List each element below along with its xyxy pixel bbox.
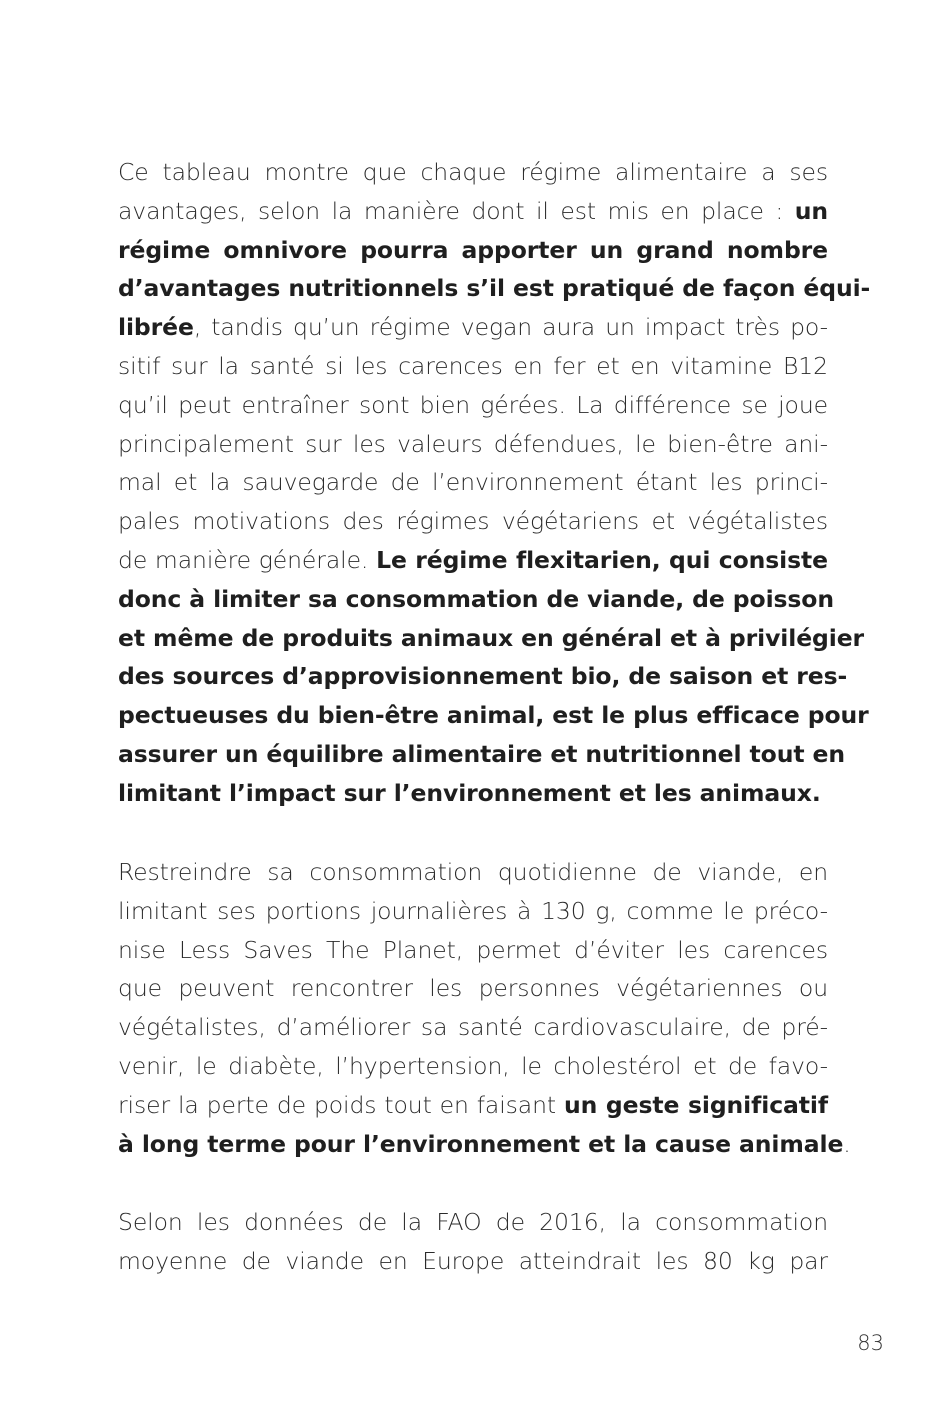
body-text: qu’il peut entraîner sont bien gérées. La différence se joue [118,390,828,419]
bold-text: un [794,196,828,225]
text-line [118,153,828,192]
body-text: Selon les données de la FAO de 2016, la consommation [118,1208,828,1236]
text-line [118,1008,828,1047]
bold-text: à long terme pour l’environnement et la cause animale [118,1129,844,1158]
text-line [118,231,828,270]
text-line [118,619,865,658]
paragraph-2 [118,853,851,1163]
text-line [118,308,828,347]
text-line [118,892,828,931]
bold-text: assurer un équilibre alimentaire et nutritionnel tout en [118,739,846,768]
text-line [118,1242,828,1281]
body-text: avantages, selon la manière dont il est mis en place : [118,196,795,225]
paragraph-3 [118,1203,828,1281]
text-line [118,1203,828,1242]
text-line [118,853,828,892]
text-line [118,1047,828,1086]
bold-text: et même de produits animaux en général et à privilégier [118,623,865,652]
bold-text: Le régime flexitarien, qui consiste [376,545,828,574]
bold-text: un geste significatif [563,1090,829,1119]
body-text: . [843,1129,851,1158]
text-line [118,580,834,619]
text-line [118,347,828,386]
page-number: 83 [857,1331,884,1355]
text-line [118,1086,828,1125]
text-line [118,463,828,502]
body-text: , tandis qu’un régime vegan aura un impact très po- [193,313,828,342]
body-text: de manière générale. [118,545,377,574]
body-text: pales motivations des régimes végétariens et végétalistes [118,507,828,536]
text-line [118,541,828,580]
body-text: principalement sur les valeurs défendues, le bien-être ani- [118,429,828,458]
text-line [118,774,828,813]
body-text: limitant ses portions journalières à 130 g, comme le préco- [118,896,828,925]
bold-text: régime omnivore pourra apporter un grand nombre [118,235,828,264]
body-text: que peuvent rencontrer les personnes végétariennes ou [118,974,828,1003]
body-text: Ce tableau montre que chaque régime alimentaire a ses [118,158,828,186]
text-line [118,425,828,464]
text-line [118,969,828,1008]
text-line [118,735,846,774]
text-line [118,1125,851,1164]
body-text: moyenne de viande en Europe atteindrait les 80 kg par [118,1246,828,1275]
text-line [118,269,871,308]
body-text: sitif sur la santé si les carences en fer et en vitamine B12 [118,351,828,380]
paragraph-1 [118,153,871,813]
body-text: Restreindre sa consommation quotidienne de viande, en [118,858,828,886]
bold-text: limitant l’impact sur l’environnement et les animaux. [118,778,821,807]
body-text: riser la perte de poids tout en faisant [118,1090,564,1119]
body-text: mal et la sauvegarde de l’environnement étant les princi- [118,468,828,497]
body-text: nise Less Saves The Planet, permet d’éviter les carences [118,935,828,964]
text-line [118,192,828,231]
bold-text: librée [118,313,194,342]
text-line [118,696,869,735]
body-text: végétalistes, d’améliorer sa santé cardiovasculaire, de pré- [118,1013,828,1042]
body-text: venir, le diabète, l’hypertension, le cholestérol et de favo- [118,1051,828,1080]
text-line [118,502,828,541]
bold-text: pectueuses du bien-être animal, est le plus efficace pour [118,701,869,730]
text-line [118,657,848,696]
text-line [118,386,828,425]
bold-text: d’avantages nutritionnels s’il est pratiqué de façon équi- [118,274,871,303]
bold-text: donc à limiter sa consommation de viande, de poisson [118,584,834,613]
text-line [118,931,828,970]
bold-text: des sources d’approvisionnement bio, de saison et res- [118,662,848,691]
